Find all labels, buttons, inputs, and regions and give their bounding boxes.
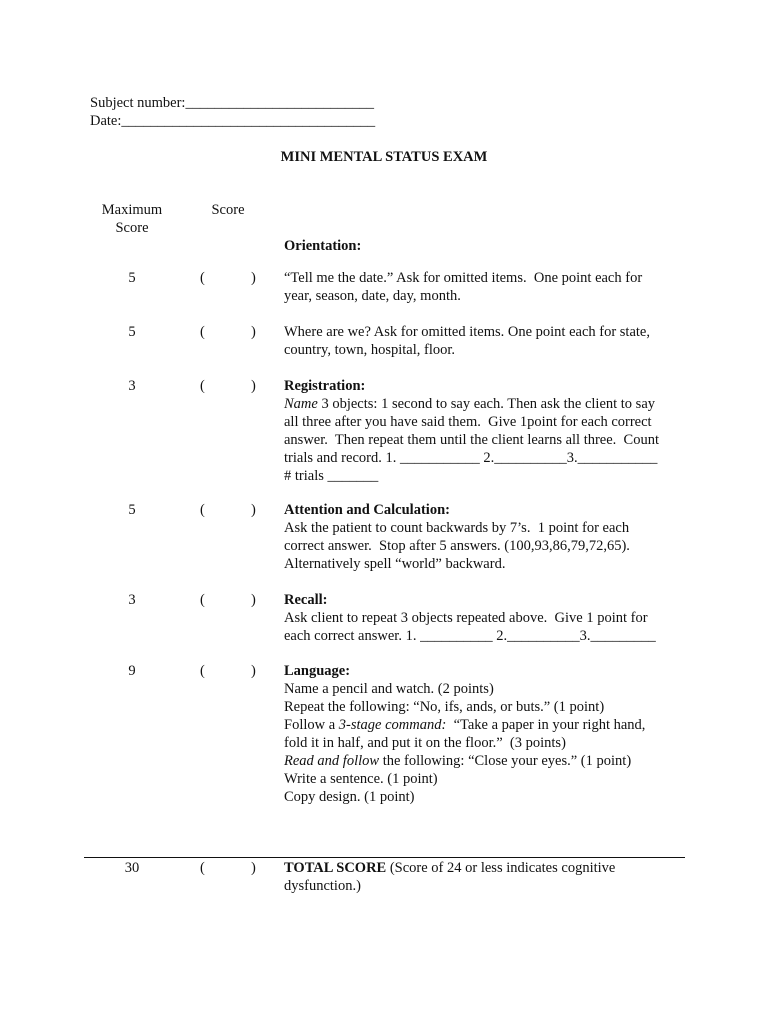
score-paren-open: (	[200, 324, 205, 340]
score-paren-open: (	[200, 502, 205, 518]
max-score-header	[92, 201, 172, 237]
item-max-score: 5	[128, 270, 136, 286]
score-paren-open: (	[200, 860, 205, 876]
item-text-part: “Take a paper in your right hand,	[446, 717, 646, 733]
item-text-line: answer. Then repeat them until the client learns all three. Count	[284, 432, 660, 448]
item-max-score: 5	[128, 502, 136, 518]
score-header: Score	[211, 202, 245, 218]
item-max-score: 3	[128, 378, 136, 394]
item-text-line: Repeat the following: “No, ifs, ands, or buts.” (1 point)	[284, 699, 605, 715]
date-field: Date:___________________________________	[90, 113, 376, 129]
item-text-line: all three after you have said them. Give 1point for each correct	[284, 414, 652, 430]
score-paren-open: (	[200, 663, 205, 679]
item-text-line	[284, 395, 694, 413]
score-paren-open: (	[200, 378, 205, 394]
score-paren-close: )	[251, 324, 256, 340]
item-text-part: the following: “Close your eyes.” (1 point)	[379, 753, 632, 769]
score-paren-open: (	[200, 592, 205, 608]
section-heading: Recall:	[284, 592, 328, 608]
item-text-line: Ask client to repeat 3 objects repeated above. Give 1 point for	[284, 610, 648, 626]
score-paren-close: )	[251, 860, 256, 876]
score-paren-close: )	[251, 592, 256, 608]
item-text-line: Write a sentence. (1 point)	[284, 771, 438, 787]
item-text-line: Where are we? Ask for omitted items. One point each for state,	[284, 324, 650, 340]
item-attention-calculation	[284, 501, 694, 573]
item-text-italic: 3-stage command:	[338, 717, 447, 733]
item-text-line: country, town, hospital, floor.	[284, 342, 456, 358]
section-heading: Language:	[284, 663, 351, 679]
item-text-line: # trials _______	[284, 468, 379, 484]
item-language	[284, 662, 694, 806]
item-text-line: Copy design. (1 point)	[284, 789, 415, 805]
score-paren-close: )	[251, 663, 256, 679]
item-text-rest: 3 objects: 1 second to say each. Then ask the client to say	[317, 396, 656, 412]
name-word: Name	[284, 396, 318, 412]
section-orientation: Orientation:	[284, 238, 362, 254]
item-registration	[284, 377, 694, 485]
item-text-line: Alternatively spell “world” backward.	[284, 556, 506, 572]
item-orientation-date	[284, 269, 694, 305]
score-paren-close: )	[251, 270, 256, 286]
item-recall	[284, 591, 694, 645]
total-score	[284, 859, 694, 895]
item-text-line	[284, 752, 694, 770]
total-score-note: (Score of 24 or less indicates cognitive	[386, 860, 616, 876]
score-paren-close: )	[251, 378, 256, 394]
item-text-line: Ask the patient to count backwards by 7’s. 1 point for each	[284, 520, 630, 536]
item-text-italic: Read and follow	[284, 753, 380, 769]
item-text-line: correct answer. Stop after 5 answers. (100,93,86,79,72,65).	[284, 538, 630, 554]
item-text-line: Name a pencil and watch. (2 points)	[284, 681, 494, 697]
score-paren-open: (	[200, 270, 205, 286]
score-paren-close: )	[251, 502, 256, 518]
item-text-line: “Tell me the date.” Ask for omitted items. One point each for	[284, 270, 643, 286]
item-text-line: trials and record. 1. ___________ 2.__________3.___________	[284, 450, 658, 466]
page-title: MINI MENTAL STATUS EXAM	[280, 149, 488, 165]
max-score-header-line1: Maximum	[101, 202, 163, 218]
subject-number-field: Subject number:__________________________	[90, 95, 374, 111]
max-score-header-line2: Score	[115, 220, 149, 236]
item-max-score: 9	[128, 663, 136, 679]
item-max-score: 5	[128, 324, 136, 340]
item-text-line: fold it in half, and put it on the floor.” (3 points)	[284, 735, 566, 751]
item-text-line	[284, 716, 694, 734]
item-text-line: each correct answer. 1. __________ 2.__________3._________	[284, 628, 656, 644]
section-heading: Attention and Calculation:	[284, 502, 450, 518]
section-heading: Registration:	[284, 378, 366, 394]
total-max-score: 30	[124, 860, 140, 876]
total-score-label: TOTAL SCORE	[284, 860, 387, 876]
item-text-part: Follow a	[284, 717, 339, 733]
total-score-line: dysfunction.)	[284, 878, 361, 894]
total-score-line	[284, 859, 694, 877]
item-orientation-place	[284, 323, 694, 359]
item-text-line: year, season, date, day, month.	[284, 288, 461, 304]
total-divider	[84, 857, 685, 858]
item-max-score: 3	[128, 592, 136, 608]
